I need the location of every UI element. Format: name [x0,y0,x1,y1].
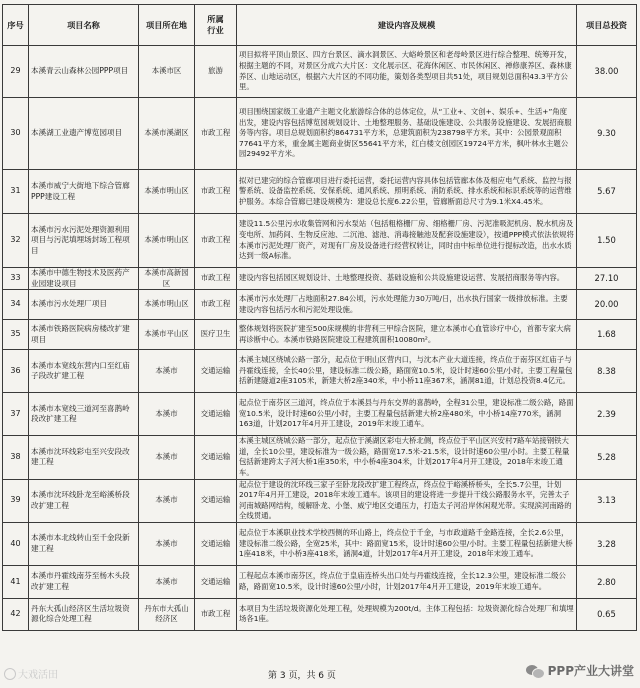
project-location: 本溪市 [139,436,195,479]
project-investment: 0.65 [577,598,637,630]
project-name: 本溪市污水处理厂项目 [29,290,139,320]
table-row [3,565,637,598]
project-investment: 5.28 [577,436,637,479]
project-location: 本溪市明山区 [139,214,195,268]
project-industry: 医疗卫生 [195,320,237,350]
row-number: 34 [3,290,29,320]
project-investment: 8.38 [577,350,637,393]
table-row [3,214,637,268]
project-industry: 交通运输 [195,479,237,522]
project-name: 丹东大孤山经济区生活垃圾资源化综合处理工程 [29,598,139,630]
row-number: 31 [3,170,29,214]
project-location: 本溪市 [139,479,195,522]
project-content: 整体规划将医院扩建至500床规模的非营利三甲综合医院，建立本溪市心血管诊疗中心，首都专家大病再诊断中心。本溪市铁路医院建设工程建筑面积10080m²。 [237,320,577,350]
header-name: 项目名称 [29,5,139,46]
project-location: 本溪市高新园区 [139,268,195,290]
project-industry: 市政工程 [195,214,237,268]
table-row [3,436,637,479]
table-header-row [3,5,637,46]
project-location: 本溪市溪湖区 [139,98,195,170]
table-row [3,522,637,565]
project-location: 本溪市 [139,393,195,436]
project-industry: 市政工程 [195,98,237,170]
row-number: 32 [3,214,29,268]
watermark-right [526,662,634,679]
watermark-logo-icon [4,668,16,680]
table-row [3,350,637,393]
row-number: 40 [3,522,29,565]
project-industry: 交通运输 [195,350,237,393]
project-name: 本溪市威宁大街地下综合管廊PPP建设工程 [29,170,139,214]
project-name: 本溪市沈环线彩屯至兴安段改建工程 [29,436,139,479]
project-location: 本溪市明山区 [139,290,195,320]
project-investment: 27.10 [577,268,637,290]
project-location: 本溪市 [139,565,195,598]
table-row [3,268,637,290]
row-number: 37 [3,393,29,436]
project-industry: 市政工程 [195,290,237,320]
project-content: 建设内容包括园区规划设计、土地整理投资、基础设施和公共设施建设运营、发展招商服务等内容。 [237,268,577,290]
table-row [3,290,637,320]
project-investment: 20.00 [577,290,637,320]
project-content: 项目拟将平顶山景区、四方台景区、滴水洞景区、大峪岭景区和老母岭景区进行综合整理、统筹开发，根据主题的不同，对景区分成六大片区：文化展示区、花海休闲区、市民休闲区、禅修康养区、森林康养区、山地运动区，根据六大片区的不同功能，策划各类型项目共51处，项目规划总面积43.3平方公里。 [237,46,577,98]
page-number: 第 3 页，共 6 页 [268,671,336,681]
project-investment: 2.80 [577,565,637,598]
page-footer [0,663,640,685]
table-row [3,393,637,436]
header-no: 序号 [3,5,29,46]
project-industry: 交通运输 [195,522,237,565]
project-name: 本溪市本北线转山至千金段新建工程 [29,522,139,565]
table-row [3,170,637,214]
project-name: 本溪市本宽线三道河至喜鹊岭段改扩建工程 [29,393,139,436]
row-number: 30 [3,98,29,170]
project-location: 本溪市平山区 [139,320,195,350]
project-content: 本溪市污水处理厂占地面积27.84公顷，污水处理能力30万吨/日，出水执行国家一级排放标准。主要建设内容包括污水和污泥处理设施。 [237,290,577,320]
project-content: 建设11.5公里污水收集管网和污水泵站（包括粗格栅厂房、细格栅厂房、污泥准吸泥机房、脱水机房及变电所、加药间、生物反应池、二沉池、滤池、消毒接触池及配套设施建设），按通PPP模式依法依规将本溪市污泥处理厂资产，对现有厂房及设备进行经营权转让，同时由中标单位进行提标改造，出水水质达到一级A标准。 [237,214,577,268]
project-content: 起点位于建设的沈环线三家子至卧龙段改扩建工程终点，终点位于峪溪桥桥头，全长5.7公里，计划2017年4月开工建设，2018年末竣工通车。该项目的建设将进一步提升干线公路服务水平，完善太子河南城路网结构，缓解卧龙、小堡、威宁地区交通压力，打造太子河沿岸休闲观光带。实现滨河南路的全线贯通。 [237,479,577,522]
project-investment: 5.67 [577,170,637,214]
project-location: 丹东市大孤山经济区 [139,598,195,630]
table-row [3,479,637,522]
project-location: 本溪市明山区 [139,170,195,214]
watermark-left-text: 大戏活田 [18,670,58,681]
watermark-right-text: PPP产业大讲堂 [547,664,634,678]
table-row [3,320,637,350]
project-content: 工程起点本溪市南芬区，终点位于皇庙连桥头出口处与丹霍线连接，全长12.3公里，建设标准二级公路，路面宽10.5米，设计时速60公里/小时，计划2017年4月开工建设，2019年末竣工通车。 [237,565,577,598]
project-location: 本溪市 [139,522,195,565]
project-name: 本溪市污水污泥处理资源利用项目与污泥填埋场封场工程项目 [29,214,139,268]
project-industry: 旅游 [195,46,237,98]
table-row [3,46,637,98]
project-name: 本溪湖工业遗产博览园项目 [29,98,139,170]
document-sheet [2,4,636,631]
project-investment: 2.39 [577,393,637,436]
project-industry: 交通运输 [195,565,237,598]
project-industry: 市政工程 [195,268,237,290]
row-number: 33 [3,268,29,290]
project-content: 起点位于本溪职业技术学校西侧的环山路上，终点位于千金，与市政道路千金路连接，全长2.6公里，建设标准二级公路，全宽25米，其中：路面宽15米，设计时速60公里/小时。主要工程量包括新建大桥1座418米，中小桥3座418米，涵洞4道，计划2017年4月开工建设，2018年末竣工通车。 [237,522,577,565]
watermark-left [4,666,58,681]
table-row [3,98,637,170]
project-investment: 9.30 [577,98,637,170]
project-industry: 交通运输 [195,436,237,479]
project-investment: 3.13 [577,479,637,522]
project-content: 拟对已建完的综合管廊项目进行委托运营，委托运营内容具体包括管廊本体及相应电气系统、监控与报警系统、设备监控系统、安保系统、通风系统、照明系统、消防系统、排水系统和标识系统等的运营维护服务。本综合管廊已建设规模为：建设总长度6.22公里，管廊断面总尺寸为9.1米X4.45米。 [237,170,577,214]
header-industry: 所属 行业 [195,5,237,46]
header-content: 建设内容及规模 [237,5,577,46]
project-content: 本溪主城区绕城公路一部分，起点位于溪湖区彩屯大桥北侧，终点位于平山区兴安村7路车站接钢铁大道，全长10公里，建设标准为一级公路，路面宽17.5米-21.5米，设计时速60公里/小时。主要工程量包括新建跨太子河大桥1座350米，中小桥4座304米，计划2017年4月开工建设，2018年末竣工通车。 [237,436,577,479]
project-industry: 交通运输 [195,393,237,436]
project-location: 本溪市 [139,350,195,393]
project-name: 本溪市沈环线卧龙至峪溪桥段改扩建工程 [29,479,139,522]
project-content: 起点位于南芬区三道河，终点位于本溪县与丹东交界的喜鹊岭，全程31公里，建设标准二级公路，路面宽10.5米，设计时速60公里/小时，主要工程量包括新建大桥2座480米，中小桥14座770米，涵洞163道，计划2017年4月开工建设，2019年末竣工通车。 [237,393,577,436]
project-name: 本溪市中德生物技术及医药产业园建设项目 [29,268,139,290]
project-name: 本溪市铁路医院病房楼改扩建项目 [29,320,139,350]
project-investment: 1.68 [577,320,637,350]
row-number: 29 [3,46,29,98]
project-table [2,4,637,631]
project-industry: 市政工程 [195,598,237,630]
project-investment: 3.28 [577,522,637,565]
row-number: 35 [3,320,29,350]
project-name: 本溪青云山森林公园PPP项目 [29,46,139,98]
project-location: 本溪市区 [139,46,195,98]
header-investment: 项目总投资 [577,5,637,46]
table-row [3,598,637,630]
row-number: 41 [3,565,29,598]
wechat-icon [526,664,544,678]
project-investment: 1.50 [577,214,637,268]
project-name: 本溪市本宽线东营内口至红庙子段改扩建工程 [29,350,139,393]
row-number: 38 [3,436,29,479]
project-name: 本溪市丹霍线南芬至杨木头段改扩建工程 [29,565,139,598]
project-content: 项目围绕国家级工业遗产主题文化旅游综合体的总体定位，从“工业+、文创+、娱乐+、生活+”角度出发，建设内容包括博览园规划设计、土地整理服务、基础设施建设、公共服务设施建设、发展招商服务等内容。项目总规划面积约864731平方米，总建筑面积为238798平方米。其中：公园景观面积77641平方米，重金属主题商业街区55641平方米，红白楼文创园区19724平方米，枫叶林水主题公园29492平方米。 [237,98,577,170]
row-number: 39 [3,479,29,522]
project-investment: 38.00 [577,46,637,98]
project-content: 本溪主城区绕城公路一部分，起点位于明山区营内口，与沈本产业大道连接，终点位于南芬区红庙子与丹霍线连接，全长40公里，建设标准二级公路，路面宽10.5米，设计时速60公里/小时。主要工程量包括新建隧道2座3105米，新建大桥2座340米，中小桥11座367米，涵洞81道，计划总投资8.4亿元。 [237,350,577,393]
row-number: 36 [3,350,29,393]
project-industry: 市政工程 [195,170,237,214]
header-location: 项目所在地 [139,5,195,46]
project-content: 本项目为生活垃圾资源化处理工程，处理规模为200t/d。主体工程包括：垃圾资源化综合处理厂和填埋场各1座。 [237,598,577,630]
row-number: 42 [3,598,29,630]
